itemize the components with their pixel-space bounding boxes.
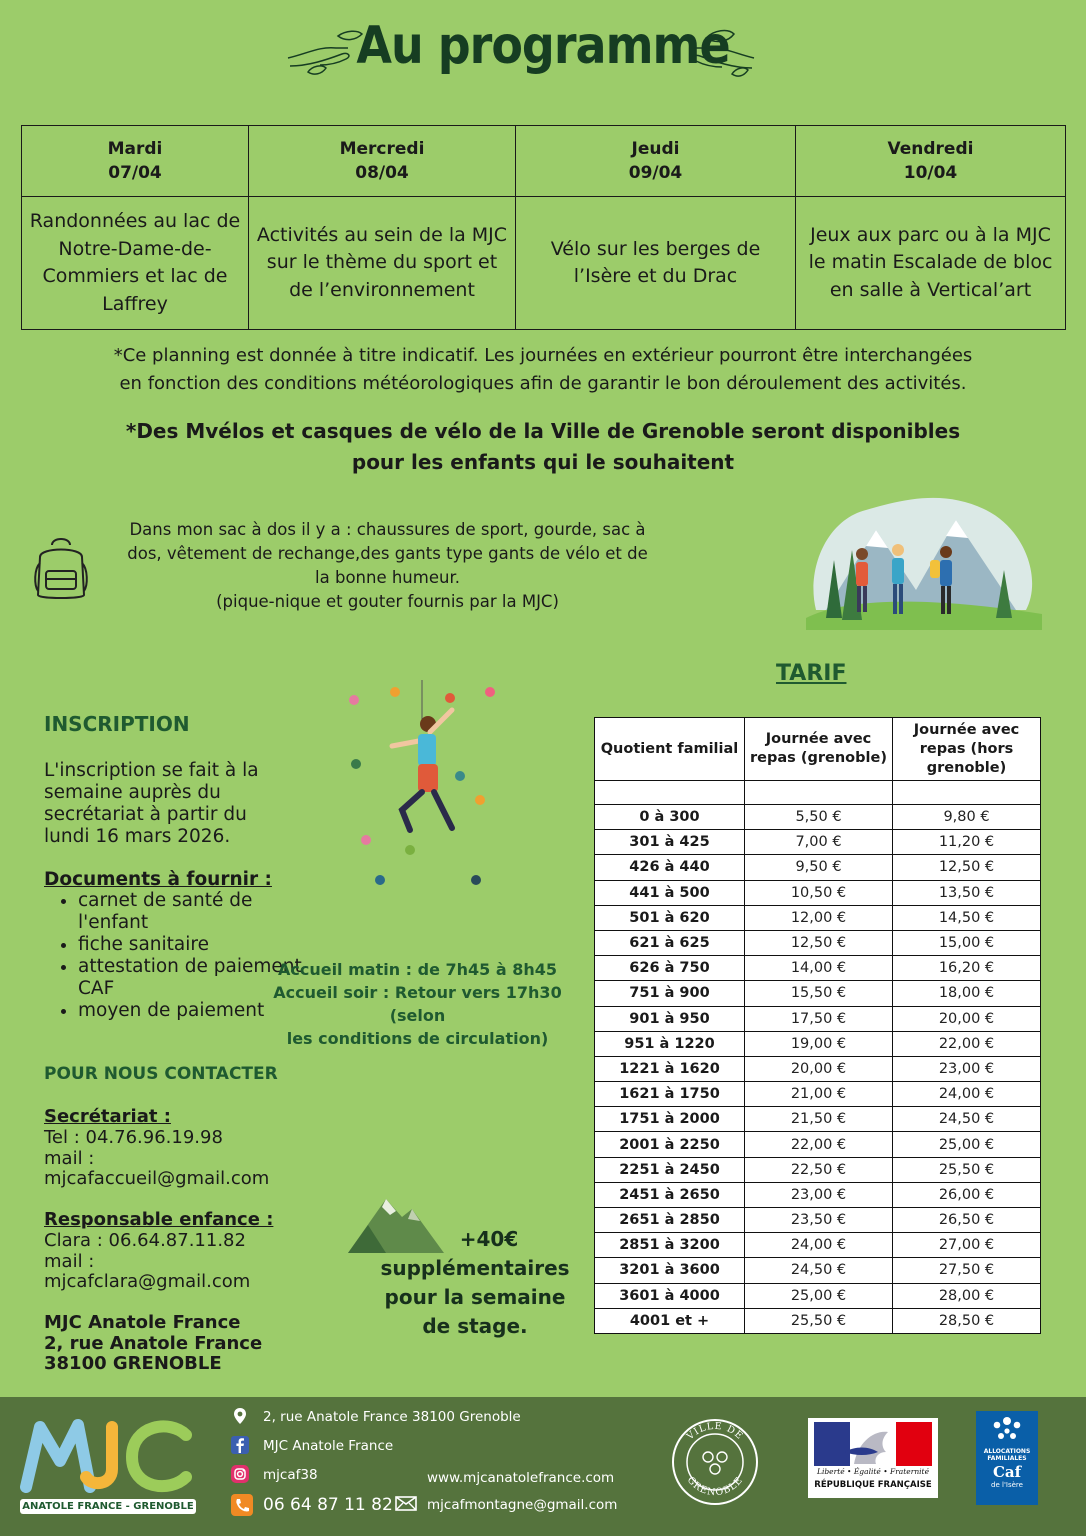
location-pin-icon	[231, 1407, 249, 1425]
backpack-line: dos, vêtement de rechange,des gants type gants de vélo et de	[127, 544, 648, 563]
price-cell: 15,00 €	[893, 930, 1041, 955]
quotient-cell: 621 à 625	[595, 930, 745, 955]
quotient-cell: 1751 à 2000	[595, 1107, 745, 1132]
table-row	[595, 1107, 1041, 1132]
price-cell: 9,50 €	[745, 855, 893, 880]
price-cell: 25,50 €	[745, 1308, 893, 1333]
footer-instagram[interactable]: mjcaf38	[263, 1467, 318, 1483]
org-name: MJC Anatole France	[44, 1312, 241, 1333]
price-cell: 27,00 €	[893, 1233, 1041, 1258]
backpack-line: (pique-nique et gouter fournis par la MJC)	[216, 592, 559, 611]
price-cell: 27,50 €	[893, 1258, 1041, 1283]
quotient-cell: 426 à 440	[595, 855, 745, 880]
quotient-cell: 4001 et +	[595, 1308, 745, 1333]
list-item: • carnet de santé de l'enfant	[78, 890, 318, 934]
list-item: • moyen de paiement	[78, 1000, 318, 1022]
price-cell: 10,50 €	[745, 880, 893, 905]
quotient-cell: 3201 à 3600	[595, 1258, 745, 1283]
price-cell: 12,50 €	[745, 930, 893, 955]
supplement-line: de stage.	[422, 1314, 528, 1338]
inscription-text: L'inscription se fait à la semaine auprès du secrétariat à partir du lundi 16 mars 2026.	[44, 760, 259, 847]
quotient-cell: 0 à 300	[595, 805, 745, 830]
page-title: Au programme	[356, 14, 730, 76]
activity-cell: Jeux aux parc ou à la MJC le matin Escalade de bloc en salle à Vertical’art	[796, 197, 1066, 330]
price-cell: 23,00 €	[893, 1056, 1041, 1081]
price-cell: 21,00 €	[745, 1082, 893, 1107]
tarif-header-cell: Journée avec repas (hors grenoble)	[893, 718, 1041, 781]
day-name: Jeudi	[631, 139, 680, 159]
quotient-cell: 1221 à 1620	[595, 1056, 745, 1081]
price-cell: 25,00 €	[893, 1132, 1041, 1157]
footer-address: 2, rue Anatole France 38100 Grenoble	[263, 1409, 521, 1425]
price-cell: 13,50 €	[893, 880, 1041, 905]
table-row	[595, 1006, 1041, 1031]
responsable-phone[interactable]: Clara : 06.64.87.11.82	[44, 1230, 246, 1251]
svg-text:GRENOBLE: GRENOBLE	[684, 1474, 746, 1499]
supplement-line: supplémentaires	[380, 1256, 570, 1280]
price-cell: 7,00 €	[745, 830, 893, 855]
backpack-icon	[26, 533, 96, 603]
table-row	[595, 1056, 1041, 1081]
mjc-logo[interactable]	[20, 1417, 196, 1512]
instagram-icon[interactable]	[231, 1465, 249, 1483]
quotient-cell: 501 à 620	[595, 905, 745, 930]
price-cell: 17,50 €	[745, 1006, 893, 1031]
caf-subtitle: de l'Isère	[991, 1481, 1023, 1489]
price-cell: 28,50 €	[893, 1308, 1041, 1333]
secretariat-phone[interactable]: Tel : 04.76.96.19.98	[44, 1127, 223, 1148]
mjc-logo-subtitle: ANATOLE FRANCE - GRENOBLE	[20, 1499, 196, 1514]
price-cell: 14,50 €	[893, 905, 1041, 930]
table-row	[595, 1031, 1041, 1056]
quotient-cell: 751 à 900	[595, 981, 745, 1006]
table-row	[595, 1157, 1041, 1182]
price-cell: 20,00 €	[893, 1006, 1041, 1031]
table-row	[595, 1308, 1041, 1333]
price-cell: 22,00 €	[745, 1132, 893, 1157]
supplement-notice	[370, 1225, 580, 1341]
day-header	[249, 126, 516, 197]
list-item: • fiche sanitaire	[78, 934, 318, 956]
day-date: 08/04	[355, 163, 409, 183]
table-row	[595, 930, 1041, 955]
price-cell: 26,50 €	[893, 1208, 1041, 1233]
org-city: 38100 GRENOBLE	[44, 1353, 222, 1374]
backpack-list	[100, 518, 675, 614]
ville-grenoble-seal	[670, 1417, 760, 1507]
price-cell: 11,20 €	[893, 830, 1041, 855]
tarif-table	[594, 717, 1041, 1334]
mvelo-line2: pour les enfants qui le souhaitent	[351, 450, 735, 474]
price-cell: 5,50 €	[745, 805, 893, 830]
secretariat-label: Secrétariat :	[44, 1106, 171, 1127]
table-row	[595, 805, 1041, 830]
ville-grenoble-logo[interactable]	[670, 1417, 760, 1511]
secretariat-mail-label: mail :	[44, 1148, 95, 1169]
accueil-matin: Accueil matin : de 7h45 à 8h45	[277, 960, 558, 979]
quotient-cell: 2851 à 3200	[595, 1233, 745, 1258]
price-cell: 25,00 €	[745, 1283, 893, 1308]
tarif-title: TARIF	[776, 661, 847, 686]
quotient-cell: 2651 à 2850	[595, 1208, 745, 1233]
accueil-soir: Accueil soir : Retour vers 17h30 (selon	[273, 983, 562, 1025]
price-cell: 14,00 €	[745, 956, 893, 981]
responsable-mail-label: mail :	[44, 1251, 95, 1272]
list-item: • attestation de paiement CAF	[78, 956, 318, 1000]
day-header	[516, 126, 796, 197]
hikers-illustration	[806, 490, 1042, 640]
rf-name: RÉPUBLIQUE FRANÇAISE	[814, 1480, 932, 1490]
secretariat-email[interactable]: mjcafaccueil@gmail.com	[44, 1168, 270, 1189]
quotient-cell: 901 à 950	[595, 1006, 745, 1031]
documents-heading: Documents à fournir :	[44, 869, 272, 890]
facebook-icon[interactable]	[231, 1436, 249, 1454]
footer-facebook[interactable]: MJC Anatole France	[263, 1438, 394, 1454]
footer	[0, 1397, 1086, 1536]
quotient-cell: 1621 à 1750	[595, 1082, 745, 1107]
table-row	[595, 830, 1041, 855]
activity-cell: Activités au sein de la MJC sur le thème du sport et de l’environnement	[249, 197, 516, 330]
day-name: Vendredi	[887, 139, 974, 159]
quotient-cell: 951 à 1220	[595, 1031, 745, 1056]
quotient-cell: 441 à 500	[595, 880, 745, 905]
planning-note-line2: en fonction des conditions météorologiques afin de garantir le bon déroulement des activités.	[119, 373, 967, 394]
org-street: 2, rue Anatole France	[44, 1333, 263, 1354]
price-cell: 24,00 €	[893, 1082, 1041, 1107]
price-cell: 12,00 €	[745, 905, 893, 930]
quotient-cell: 3601 à 4000	[595, 1283, 745, 1308]
footer-phone[interactable]: 06 64 87 11 82	[263, 1495, 393, 1515]
price-cell: 22,50 €	[745, 1157, 893, 1182]
caf-family-icon	[987, 1414, 1027, 1444]
rf-motto: Liberté • Égalité • Fraternité	[816, 1467, 930, 1476]
planning-note-line1: *Ce planning est donnée à titre indicatif. Les journées en extérieur pourront être interchangées	[113, 345, 973, 366]
backpack-line: la bonne humeur.	[315, 568, 460, 587]
price-cell: 9,80 €	[893, 805, 1041, 830]
price-cell: 22,00 €	[893, 1031, 1041, 1056]
price-cell: 15,50 €	[745, 981, 893, 1006]
day-date: 07/04	[108, 163, 162, 183]
quotient-cell: 2001 à 2250	[595, 1132, 745, 1157]
phone-icon	[231, 1494, 253, 1516]
quotient-cell: 2251 à 2450	[595, 1157, 745, 1182]
table-row	[595, 1132, 1041, 1157]
price-cell: 28,00 €	[893, 1283, 1041, 1308]
activity-cell: Vélo sur les berges de l’Isère et du Drac	[516, 197, 796, 330]
price-cell: 25,50 €	[893, 1157, 1041, 1182]
day-date: 09/04	[628, 163, 683, 183]
accueil-soir-cont: les conditions de circulation)	[286, 1029, 549, 1048]
quotient-cell: 301 à 425	[595, 830, 745, 855]
footer-website[interactable]: www.mjcanatolefrance.com	[427, 1470, 615, 1486]
accueil-hours	[245, 958, 590, 1050]
hand-leaf-right-icon	[676, 28, 756, 80]
caf-name: Caf	[992, 1463, 1022, 1481]
caf-logo[interactable]	[976, 1411, 1038, 1505]
quotient-cell: 626 à 750	[595, 956, 745, 981]
backpack-line: Dans mon sac à dos il y a : chaussures de sport, gourde, sac à	[129, 520, 646, 539]
marianne-icon	[814, 1422, 932, 1466]
table-row	[595, 1082, 1041, 1107]
responsable-email[interactable]: mjcafclara@gmail.com	[44, 1271, 251, 1292]
price-cell: 20,00 €	[745, 1056, 893, 1081]
programme-table	[21, 125, 1066, 330]
price-cell: 24,00 €	[745, 1233, 893, 1258]
table-row	[595, 981, 1041, 1006]
table-row	[595, 1182, 1041, 1207]
table-row	[595, 855, 1041, 880]
price-cell: 19,00 €	[745, 1031, 893, 1056]
contact-heading: POUR NOUS CONTACTER	[44, 1064, 278, 1084]
price-cell: 23,00 €	[745, 1182, 893, 1207]
table-row	[595, 1233, 1041, 1258]
price-cell: 21,50 €	[745, 1107, 893, 1132]
table-row	[595, 1283, 1041, 1308]
republique-francaise-logo[interactable]	[808, 1418, 938, 1498]
price-cell: 24,50 €	[745, 1258, 893, 1283]
price-cell: 16,20 €	[893, 956, 1041, 981]
svg-text:VILLE DE: VILLE DE	[684, 1420, 746, 1443]
caf-top-text: ALLOCATIONS FAMILIALES	[983, 1448, 1031, 1462]
tarif-header-cell: Quotient familial	[595, 718, 745, 781]
supplement-amount: +40€	[459, 1227, 519, 1251]
price-cell: 26,00 €	[893, 1182, 1041, 1207]
table-row	[595, 905, 1041, 930]
mjc-logo-mark	[20, 1417, 196, 1493]
day-header	[796, 126, 1066, 197]
tarif-header-row	[595, 718, 1041, 781]
inscription-heading: INSCRIPTION	[44, 712, 190, 736]
footer-email[interactable]: mjcafmontagne@gmail.com	[427, 1497, 618, 1513]
programme-activity-row	[22, 197, 1066, 330]
table-row	[595, 880, 1041, 905]
climber-illustration	[340, 680, 510, 890]
activity-cell: Randonnées au lac de Notre-Dame-de-Commiers et lac de Laffrey	[22, 197, 249, 330]
tarif-header-cell: Journée avec repas (grenoble)	[745, 718, 893, 781]
mvelo-notice	[70, 416, 1016, 478]
day-header	[22, 126, 249, 197]
day-name: Mercredi	[339, 139, 425, 159]
mvelo-line1: *Des Mvélos et casques de vélo de la Ville de Grenoble seront disponibles	[125, 419, 961, 443]
supplement-line: pour la semaine	[384, 1285, 566, 1309]
email-icon	[395, 1496, 417, 1511]
programme-header-row	[22, 126, 1066, 197]
price-cell: 24,50 €	[893, 1107, 1041, 1132]
table-row	[595, 1258, 1041, 1283]
table-row	[595, 956, 1041, 981]
price-cell: 18,00 €	[893, 981, 1041, 1006]
table-row	[595, 1208, 1041, 1233]
tarif-blank-row	[595, 781, 1041, 805]
price-cell: 12,50 €	[893, 855, 1041, 880]
price-cell: 23,50 €	[745, 1208, 893, 1233]
day-date: 10/04	[903, 163, 958, 183]
day-name: Mardi	[107, 139, 163, 159]
quotient-cell: 2451 à 2650	[595, 1182, 745, 1207]
responsable-label: Responsable enfance :	[44, 1209, 274, 1230]
